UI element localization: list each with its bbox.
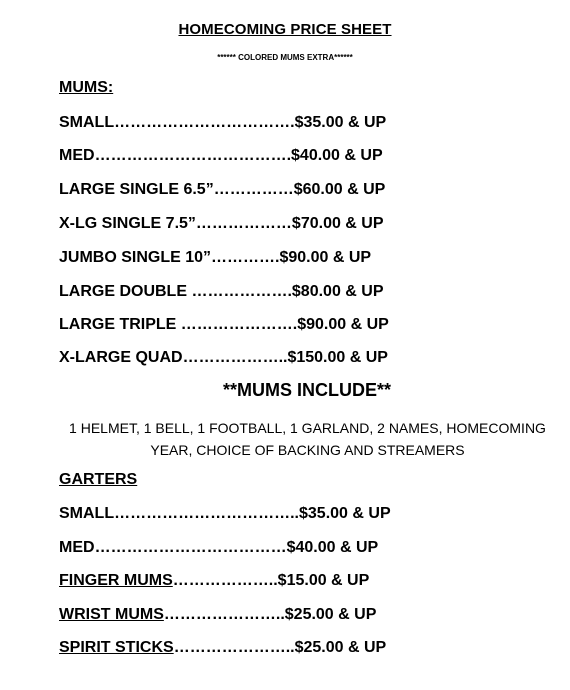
item-price: $35.00 & UP xyxy=(294,114,387,131)
leader-dots: ………………….. xyxy=(173,639,295,656)
mums-price-row xyxy=(59,147,383,165)
leader-dots: ………………………………. xyxy=(94,147,292,164)
colored-mums-note: ****** COLORED MUMS EXTRA****** xyxy=(217,53,353,62)
item-price: $40.00 & UP xyxy=(286,539,379,556)
garters-price-row xyxy=(59,505,391,523)
leader-dots: …………………………….. xyxy=(114,505,299,522)
mums-price-row xyxy=(59,316,389,334)
leader-dots: ………………. xyxy=(191,283,292,300)
item-name: MED xyxy=(59,147,95,164)
leader-dots: ……………………………… xyxy=(94,539,287,556)
item-name: LARGE SINGLE 6.5” xyxy=(59,181,214,198)
item-price: $80.00 & UP xyxy=(291,283,384,300)
leader-dots: …………………. xyxy=(180,316,298,333)
item-name: WRIST MUMS xyxy=(59,606,164,623)
item-price: $15.00 & UP xyxy=(277,572,370,589)
page-title: HOMECOMING PRICE SHEET xyxy=(178,21,392,38)
item-price: $25.00 & UP xyxy=(294,639,387,656)
leader-dots: ………………….. xyxy=(163,606,285,623)
garters-heading: GARTERS xyxy=(59,471,138,488)
item-price: $60.00 & UP xyxy=(293,181,386,198)
leader-dots: ……………….. xyxy=(172,572,278,589)
mums-heading: MUMS: xyxy=(59,79,114,96)
mums-include-text: 1 HELMET, 1 BELL, 1 FOOTBALL, 1 GARLAND, 2 NAMES, HOMECOMING YEAR, CHOICE OF BACKING AND STREAMERS xyxy=(69,420,546,458)
item-name: FINGER MUMS xyxy=(59,572,173,589)
item-price: $150.00 & UP xyxy=(287,349,388,366)
item-name: LARGE DOUBLE xyxy=(59,283,192,300)
mums-price-row xyxy=(59,215,384,233)
item-price: $70.00 & UP xyxy=(291,215,384,232)
leader-dots: ……………………………. xyxy=(114,114,295,131)
leader-dots: …………… xyxy=(213,181,294,198)
item-price: $40.00 & UP xyxy=(291,147,383,164)
leader-dots: ……………….. xyxy=(182,349,288,366)
item-price: $90.00 & UP xyxy=(279,249,372,266)
leader-dots: …………. xyxy=(211,249,280,266)
item-name: SMALL xyxy=(59,505,115,522)
leader-dots: ……………… xyxy=(195,215,292,232)
item-name: JUMBO SINGLE 10” xyxy=(59,249,212,266)
mums-price-row xyxy=(59,349,388,367)
mums-price-row xyxy=(59,283,384,301)
item-name: MED xyxy=(59,539,95,556)
mums-price-row xyxy=(59,181,385,199)
item-price: $25.00 & UP xyxy=(284,606,377,623)
item-price: $90.00 & UP xyxy=(297,316,389,333)
extra-price-row xyxy=(59,606,376,624)
mums-include-heading: **MUMS INCLUDE** xyxy=(222,380,391,400)
garters-price-row xyxy=(59,539,378,557)
item-name: X-LARGE QUAD xyxy=(59,349,183,366)
extra-price-row xyxy=(59,639,386,657)
item-name: SPIRIT STICKS xyxy=(59,639,174,656)
item-name: LARGE TRIPLE xyxy=(59,316,181,333)
item-name: X-LG SINGLE 7.5” xyxy=(59,215,196,232)
extra-price-row xyxy=(59,572,369,590)
item-name: SMALL xyxy=(59,114,115,131)
mums-price-row xyxy=(59,249,371,267)
item-price: $35.00 & UP xyxy=(299,505,391,522)
mums-price-row xyxy=(59,114,386,132)
